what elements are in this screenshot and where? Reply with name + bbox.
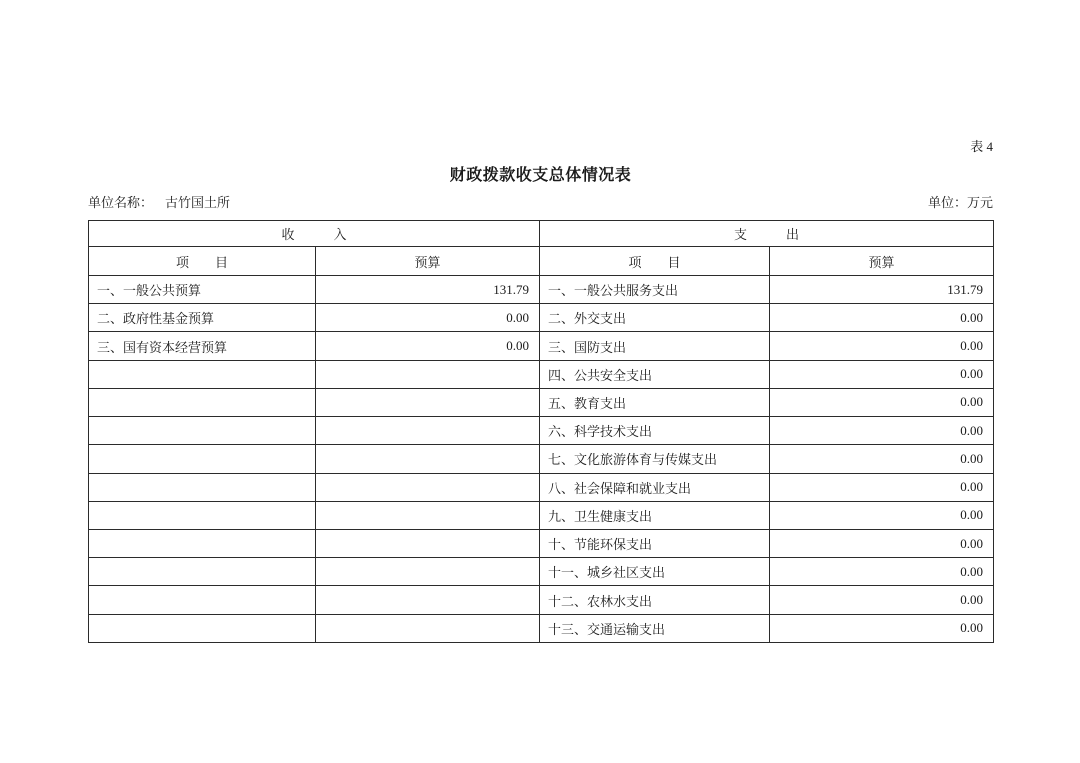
income-item-cell <box>89 501 316 529</box>
expense-budget-cell: 0.00 <box>770 501 994 529</box>
table-row <box>89 304 994 332</box>
expense-item-cell: 十一、城乡社区支出 <box>540 558 770 586</box>
table-row <box>89 558 994 586</box>
unit-name <box>88 192 230 211</box>
income-item-cell <box>89 388 316 416</box>
expense-budget-cell: 0.00 <box>770 614 994 642</box>
income-item-cell: 二、政府性基金预算 <box>89 304 316 332</box>
expense-budget-cell: 131.79 <box>770 276 994 304</box>
income-budget-cell <box>316 360 540 388</box>
unit-name-value: 古竹国土所 <box>165 195 231 210</box>
expense-item-cell: 三、国防支出 <box>540 332 770 360</box>
budget-table <box>88 220 994 643</box>
income-section-header: 收入 <box>89 221 540 247</box>
income-item-cell <box>89 586 316 614</box>
expense-section-header: 支出 <box>540 221 994 247</box>
table-row <box>89 614 994 642</box>
income-item-cell: 一、一般公共预算 <box>89 276 316 304</box>
income-budget-cell <box>316 529 540 557</box>
expense-item-cell: 一、一般公共服务支出 <box>540 276 770 304</box>
table-row <box>89 586 994 614</box>
unit-name-label: 单位名称： <box>88 195 154 210</box>
income-item-header: 项目 <box>89 247 316 276</box>
income-item-cell <box>89 445 316 473</box>
expense-item-cell: 六、科学技术支出 <box>540 417 770 445</box>
table-row <box>89 529 994 557</box>
expense-item-cell: 八、社会保障和就业支出 <box>540 473 770 501</box>
table-row <box>89 473 994 501</box>
income-budget-cell <box>316 558 540 586</box>
expense-item-cell: 五、教育支出 <box>540 388 770 416</box>
income-item-cell <box>89 417 316 445</box>
income-budget-cell: 0.00 <box>316 304 540 332</box>
income-item-cell <box>89 473 316 501</box>
expense-item-cell: 二、外交支出 <box>540 304 770 332</box>
income-budget-cell <box>316 445 540 473</box>
expense-item-cell: 四、公共安全支出 <box>540 360 770 388</box>
unit-label: 单位：万元 <box>927 195 993 210</box>
table-row <box>89 360 994 388</box>
income-budget-cell <box>316 614 540 642</box>
income-budget-header: 预算 <box>316 247 540 276</box>
table-body <box>89 276 994 643</box>
expense-budget-cell: 0.00 <box>770 332 994 360</box>
income-budget-cell: 0.00 <box>316 332 540 360</box>
expense-item-cell: 七、文化旅游体育与传媒支出 <box>540 445 770 473</box>
table-row <box>89 388 994 416</box>
expense-budget-cell: 0.00 <box>770 558 994 586</box>
table-row <box>89 501 994 529</box>
expense-budget-cell: 0.00 <box>770 529 994 557</box>
income-item-cell <box>89 529 316 557</box>
expense-budget-cell: 0.00 <box>770 586 994 614</box>
page-title: 财政拨款收支总体情况表 <box>449 167 632 184</box>
section-header-row <box>89 221 994 247</box>
expense-budget-header: 预算 <box>770 247 994 276</box>
expense-budget-cell: 0.00 <box>770 417 994 445</box>
expense-budget-cell: 0.00 <box>770 304 994 332</box>
income-item-cell <box>89 558 316 586</box>
table-row <box>89 276 994 304</box>
income-budget-cell <box>316 586 540 614</box>
expense-item-cell: 十二、农林水支出 <box>540 586 770 614</box>
expense-item-cell: 十三、交通运输支出 <box>540 614 770 642</box>
meta-row <box>88 192 993 211</box>
income-budget-cell <box>316 501 540 529</box>
expense-budget-cell: 0.00 <box>770 445 994 473</box>
table-tag-label: 表 4 <box>970 139 993 154</box>
expense-item-cell: 十、节能环保支出 <box>540 529 770 557</box>
income-item-cell <box>89 360 316 388</box>
income-budget-cell: 131.79 <box>316 276 540 304</box>
income-budget-cell <box>316 473 540 501</box>
income-budget-cell <box>316 388 540 416</box>
expense-budget-cell: 0.00 <box>770 360 994 388</box>
income-budget-cell <box>316 417 540 445</box>
income-item-cell: 三、国有资本经营预算 <box>89 332 316 360</box>
expense-item-cell: 九、卫生健康支出 <box>540 501 770 529</box>
expense-item-header: 项目 <box>540 247 770 276</box>
expense-budget-cell: 0.00 <box>770 388 994 416</box>
table-row <box>89 445 994 473</box>
table-row <box>89 332 994 360</box>
expense-budget-cell: 0.00 <box>770 473 994 501</box>
income-item-cell <box>89 614 316 642</box>
column-header-row <box>89 247 994 276</box>
table-row <box>89 417 994 445</box>
